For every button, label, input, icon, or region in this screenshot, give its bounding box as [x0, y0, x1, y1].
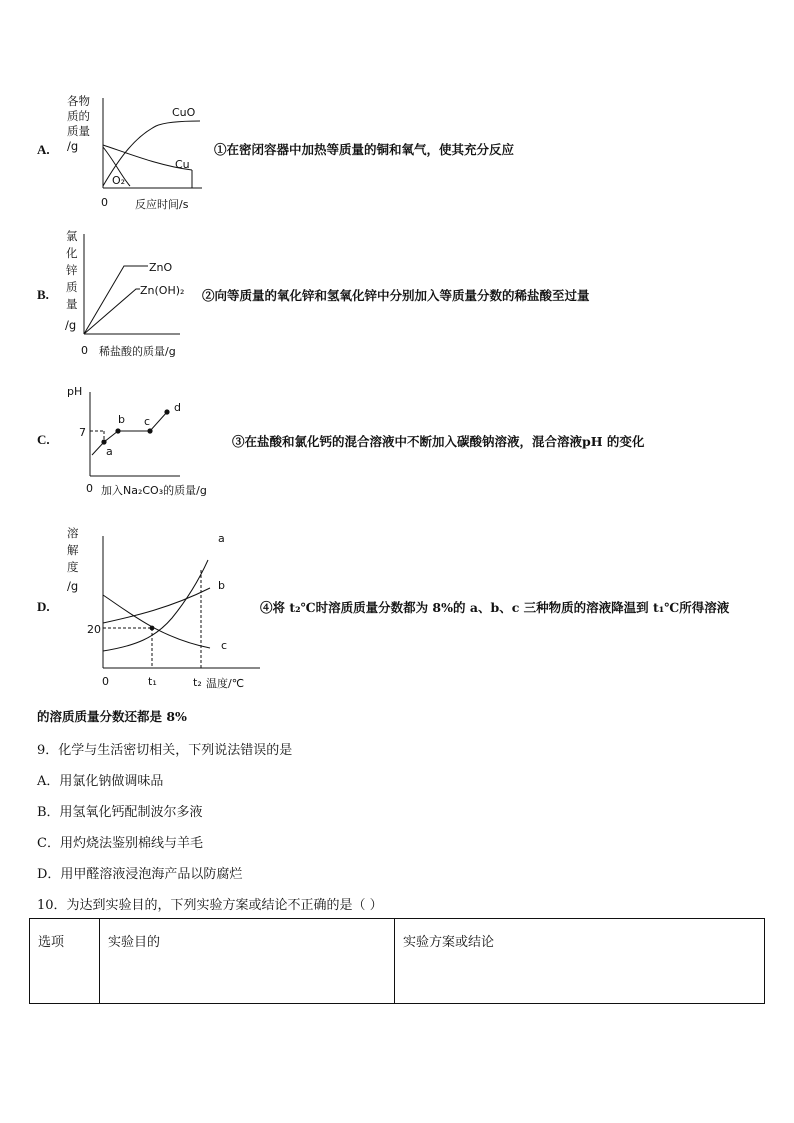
graph-c-label-b: b	[118, 413, 125, 426]
graph-b-ylabel-2: 化	[66, 246, 78, 260]
graph-a-ylabel-3: 质量	[67, 124, 90, 138]
graph-c-origin: 0	[86, 482, 93, 495]
option-a-label: A.	[37, 142, 50, 157]
graph-d-series-a: a	[218, 532, 225, 545]
statement-b: ②向等质量的氧化锌和氢氧化锌中分别加入等质量分数的稀盐酸至过量	[202, 288, 590, 303]
graph-c-point-c	[147, 428, 152, 433]
graph-d-xtick-t1: t₁	[148, 675, 157, 688]
graph-c-xlabel: 加入Na₂CO₃的质量/g	[101, 484, 207, 497]
graph-d-ytick-20: 20	[87, 623, 101, 636]
q10-table	[29, 918, 765, 1004]
graph-d-intersection	[150, 626, 155, 631]
option-c-label: C.	[37, 432, 50, 447]
q9-option-d: D．用甲醛溶液浸泡海产品以防腐烂	[37, 867, 243, 882]
graph-c-ytick-7: 7	[79, 426, 86, 439]
graph-b-series-znoh2: Zn(OH)₂	[140, 284, 185, 297]
q9-option-b: B．用氢氧化钙配制波尔多液	[37, 805, 203, 820]
graph-c-label-a: a	[106, 445, 113, 458]
graph-a-series-o2: O₂	[112, 174, 126, 187]
graph-a-origin: 0	[101, 196, 108, 209]
graph-d-ylabel-3: 度	[67, 560, 79, 574]
statement-d: ④将 t₂℃时溶质质量分数都为 8%的 a、b、c 三种物质的溶液降温到 t₁℃所得溶液	[260, 600, 730, 615]
q10-header-option: 选项	[30, 919, 100, 1004]
graph-a-ylabel-2: 质的	[67, 109, 90, 123]
q9-option-a: A．用氯化钠做调味品	[37, 774, 164, 789]
graph-d	[60, 520, 265, 696]
statement-a: ①在密闭容器中加热等质量的铜和氧气，使其充分反应	[214, 142, 515, 157]
graph-d-series-c: c	[221, 639, 228, 652]
graph-a-series-cu: Cu	[175, 158, 190, 171]
graph-d-ylabel-2: 解	[67, 543, 79, 557]
graph-d-origin: 0	[102, 675, 109, 688]
graph-c	[60, 378, 236, 500]
graph-b-ylabel-1: 氯	[66, 229, 78, 243]
q9-option-c: C．用灼烧法鉴别棉线与羊毛	[37, 836, 203, 851]
graph-a-xlabel: 反应时间/s	[135, 198, 189, 211]
q9-stem: 9．化学与生活密切相关，下列说法错误的是	[37, 743, 293, 758]
graph-c-ph-curve	[92, 412, 167, 455]
option-d-label: D.	[37, 599, 50, 614]
option-b-label: B.	[37, 287, 49, 302]
graph-a-ylabel-1: 各物	[67, 94, 90, 108]
q10-table-header-row	[30, 919, 765, 1004]
graph-b-xlabel: 稀盐酸的质量/g	[99, 345, 176, 358]
q10-stem: 10．为达到实验目的，下列实验方案或结论不正确的是（ ）	[37, 898, 383, 913]
graph-b-znoh2-line	[84, 289, 140, 334]
statement-d-continued: 的溶质质量分数还都是 8%	[37, 709, 187, 724]
graph-a-series-cuo: CuO	[172, 106, 196, 119]
graph-c-point-d	[164, 409, 169, 414]
graph-b	[60, 226, 200, 360]
graph-b-ylabel-6: /g	[65, 318, 77, 332]
q10-header-purpose: 实验目的	[100, 919, 395, 1004]
graph-b-series-zno: ZnO	[149, 261, 173, 274]
graph-b-origin: 0	[81, 344, 88, 357]
graph-c-ylabel: pH	[67, 385, 83, 398]
graph-b-ylabel-3: 锌	[66, 263, 78, 277]
q10-header-plan: 实验方案或结论	[395, 919, 765, 1004]
graph-b-ylabel-4: 质	[66, 280, 78, 294]
graph-a	[60, 92, 220, 214]
graph-c-point-a	[101, 439, 106, 444]
graph-c-label-d: d	[174, 401, 181, 414]
graph-d-ylabel-1: 溶	[67, 526, 79, 540]
graph-d-ylabel-4: /g	[67, 579, 79, 593]
graph-d-curve-c	[103, 595, 210, 648]
graph-b-zno-line	[84, 266, 148, 334]
graph-b-ylabel-5: 量	[66, 297, 78, 311]
graph-d-xtick-t2: t₂	[193, 676, 202, 689]
graph-d-series-b: b	[218, 579, 225, 592]
graph-d-xlabel: 温度/℃	[206, 677, 245, 690]
graph-c-point-b	[115, 428, 120, 433]
graph-a-ylabel-4: /g	[67, 139, 79, 153]
statement-c: ③在盐酸和氯化钙的混合溶液中不断加入碳酸钠溶液，混合溶液pH 的变化	[232, 434, 645, 449]
graph-c-label-c: c	[144, 415, 151, 428]
